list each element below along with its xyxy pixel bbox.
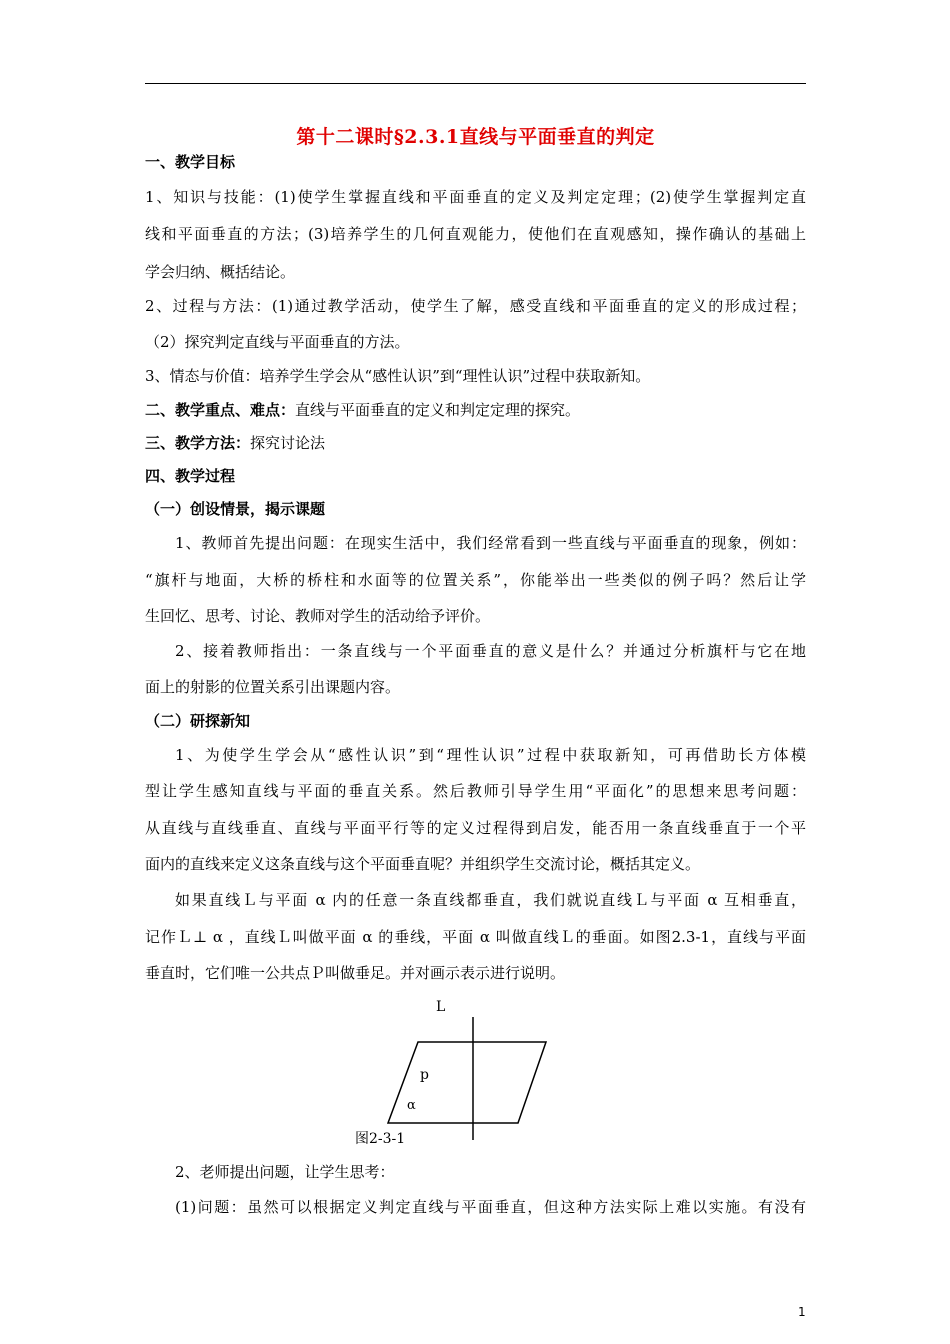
line-text: 一、教学目标 — [145, 153, 236, 171]
line-text: “旗杆与地面，大桥的桥柱和水面等的位置关系”，你能举出一些类似的例子吗？然后让学 — [145, 571, 806, 589]
line-text: 面内的直线来定义这条直线与这个平面垂直呢？并组织学生交流讨论，概括其定义。 — [145, 855, 701, 873]
line-text: (1)问题：虽然可以根据定义判定直线与平面垂直，但这种方法实际上难以实施。有没有 — [175, 1198, 806, 1216]
text-line — [145, 366, 650, 386]
line-text: 2、接着教师指出：一条直线与一个平面垂直的意义是什么？并通过分析旗杆与它在地 — [175, 642, 806, 660]
page-title: 第十二课时§2.3.1直线与平面垂直的判定 — [296, 126, 655, 148]
line-text: （二）研探新知 — [145, 712, 251, 730]
text-line — [145, 818, 806, 838]
text-line — [175, 745, 806, 765]
line-text: 三、教学方法： — [145, 434, 251, 452]
text-line — [145, 963, 565, 983]
label-L: L — [436, 999, 446, 1015]
section-heading — [145, 499, 325, 519]
line-text: 生回忆、思考、讨论、教师对学生的活动给予评价。 — [145, 607, 491, 625]
text-line — [145, 296, 806, 316]
line-text: 3、情态与价值：培养学生学会从“感性认识”到“理性认识”过程中获取新知。 — [145, 367, 651, 385]
line-text: 面上的射影的位置关系引出课题内容。 — [145, 678, 401, 696]
text-line — [145, 927, 806, 947]
text-line — [145, 606, 490, 626]
line-text: 2、老师提出问题，让学生思考： — [175, 1163, 395, 1181]
line-text: （2）探究判定直线与平面垂直的方法。 — [145, 333, 410, 351]
line-text: 垂直时，它们唯一公共点Ｐ叫做垂足。并对画示表示进行说明。 — [145, 964, 566, 982]
text-line — [175, 533, 806, 553]
line-text: 1、教师首先提出问题：在现实生活中，我们经常看到一些直线与平面垂直的现象，例如： — [175, 534, 806, 552]
text-line — [145, 854, 700, 874]
figure-line-perpendicular-plane — [340, 995, 560, 1149]
header-rule — [145, 83, 806, 84]
line-text: 型让学生感知直线与平面的垂直关系。然后教师引导学生用“平面化”的思想来思考问题： — [145, 782, 806, 800]
line-text: 1、为使学生学会从“感性认识”到“理性认识”过程中获取新知，可再借助长方体模 — [175, 746, 806, 764]
label-alpha: α — [407, 1098, 416, 1113]
text-line — [145, 570, 806, 590]
text-line — [175, 1197, 806, 1217]
figure-caption: 图2-3-1 — [355, 1131, 406, 1147]
line-rest-text: 直线与平面垂直的定义和判定定理的探究。 — [295, 401, 581, 419]
text-line — [175, 890, 806, 910]
text-line — [175, 641, 806, 661]
line-text: 从直线与直线垂直、直线与平面平行等的定义过程得到启发，能否用一条直线垂直于一个平 — [145, 819, 806, 837]
page-number: 1 — [798, 1305, 806, 1319]
line-text: 学会归纳、概括结论。 — [145, 263, 296, 281]
line-rest-text: 探究讨论法 — [250, 434, 326, 452]
text-line — [145, 677, 400, 697]
line-text: 记作Ｌ⊥ α ，直线Ｌ叫做平面 α 的垂线，平面 α 叫做直线Ｌ的垂面。如图2.3-1，直线与平面 — [145, 928, 806, 946]
section-heading — [145, 711, 250, 731]
section-heading — [145, 152, 235, 172]
line-text: 二、教学重点、难点： — [145, 401, 296, 419]
figure-diagram — [340, 995, 560, 1145]
text-line — [145, 224, 806, 244]
line-text: 2、过程与方法：(1)通过教学活动，使学生了解，感受直线和平面垂直的定义的形成过程； — [145, 297, 806, 315]
line-text: （一）创设情景，揭示课题 — [145, 500, 326, 518]
section-heading — [145, 400, 580, 420]
text-line — [145, 187, 806, 207]
line-text: 如果直线Ｌ与平面 α 内的任意一条直线都垂直，我们就说直线Ｌ与平面 α 互相垂直， — [175, 891, 806, 909]
section-heading — [145, 433, 325, 453]
line-text: 线和平面垂直的方法；(3)培养学生的几何直观能力，使他们在直观感知，操作确认的基础上 — [145, 225, 806, 243]
section-heading — [145, 466, 235, 486]
text-line — [145, 332, 410, 352]
text-line — [145, 262, 295, 282]
text-line — [175, 1162, 395, 1182]
text-line — [145, 781, 806, 801]
line-text: 1、知识与技能：(1)使学生掌握直线和平面垂直的定义及判定定理；(2)使学生掌握判定直 — [145, 188, 806, 206]
label-p: p — [420, 1067, 429, 1083]
line-text: 四、教学过程 — [145, 467, 236, 485]
